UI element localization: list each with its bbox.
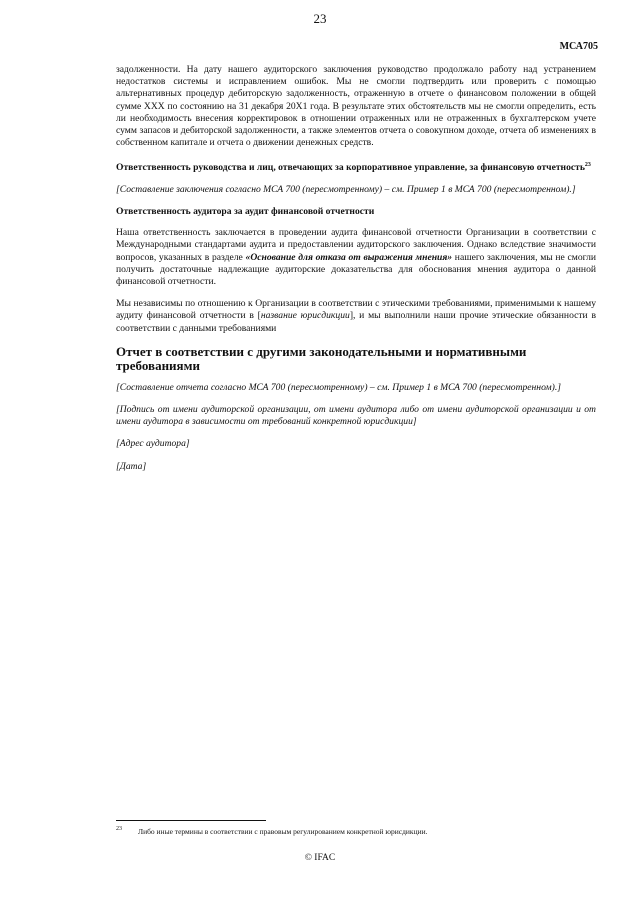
paragraph: Мы независимы по отношению к Организации в соответствии с этическими требованиями, применимыми к нашему аудиту финансовой отчетности в [название юрисдикции], и мы выполнили наши прочие этические обязанности в соответствии с данными требованиями <box>116 298 596 334</box>
instruction-paragraph: [Составление отчета согласно МСА 700 (пересмотренному) – см. Пример 1 в МСА 700 (пересмотренном).] <box>116 381 561 393</box>
address-placeholder: [Адрес аудитора] <box>116 438 190 450</box>
footnote-marker: 23 <box>116 826 122 832</box>
copyright-footer: © IFAC <box>304 853 336 863</box>
document-body <box>116 64 596 483</box>
paragraph: Наша ответственность заключается в проведении аудита финансовой отчетности Организации в соответствии с Международными стандартами аудита и предоставлении аудиторского заключения. Однако вследствие значимости вопросов, указанных в разделе «Основание для отказа от выражения мнения» нашего заключения, мы не смогли получить достаточные надлежащие аудиторские доказательства для обоснования мнения аудитора о данной финансовой отчетности. <box>116 227 596 288</box>
section-heading-auditor: Ответственность аудитора за аудит финансовой отчетности <box>116 206 375 218</box>
section-heading-management: Ответственность руководства и лиц, отвечающих за корпоративное управление, за финансовую отчетность$^{23}$ <box>116 162 591 174</box>
footnote <box>116 827 596 836</box>
signature-placeholder: [Подпись от имени аудиторской организации, от имени аудитора либо от имени аудиторской организации и от имени аудитора в зависимости от требований конкретной юрисдикции] <box>116 404 596 428</box>
paragraph: задолженности. На дату нашего аудиторского заключения руководство продолжало работу над устранением недостатков системы и исправлением ошибок. Мы не смогли подтвердить или проверить с помощью альтернативных процедур дебиторскую задолженность, отраженную в отчете о финансовом положении в общей сумме XXX по состоянию на 31 декабря 20X1 года. В результате этих обстоятельств мы не смогли определить, есть ли необходимость внесения корректировок в отношении отраженных или не отраженных в бухгалтерском учете сумм запасов и дебиторской задолженности, а также элементов отчета о совокупном доходе, отчета об изменениях в собственном капитале и отчета о движении денежных средств. <box>116 64 596 149</box>
section-heading-other-requirements: Отчет в соответствии с другими законодательными и нормативными требованиями <box>116 343 527 374</box>
date-placeholder: [Дата] <box>116 460 147 472</box>
instruction-paragraph: [Составление заключения согласно МСА 700 (пересмотренному) – см. Пример 1 в МСА 700 (пересмотренном).] <box>116 183 576 195</box>
page-number: 23 <box>313 11 327 26</box>
footnote-divider <box>116 820 266 821</box>
footnote-text: Либо иные термины в соответствии с правовым регулированием конкретной юрисдикции. <box>138 827 428 836</box>
standard-code: МСА705 <box>559 41 598 52</box>
